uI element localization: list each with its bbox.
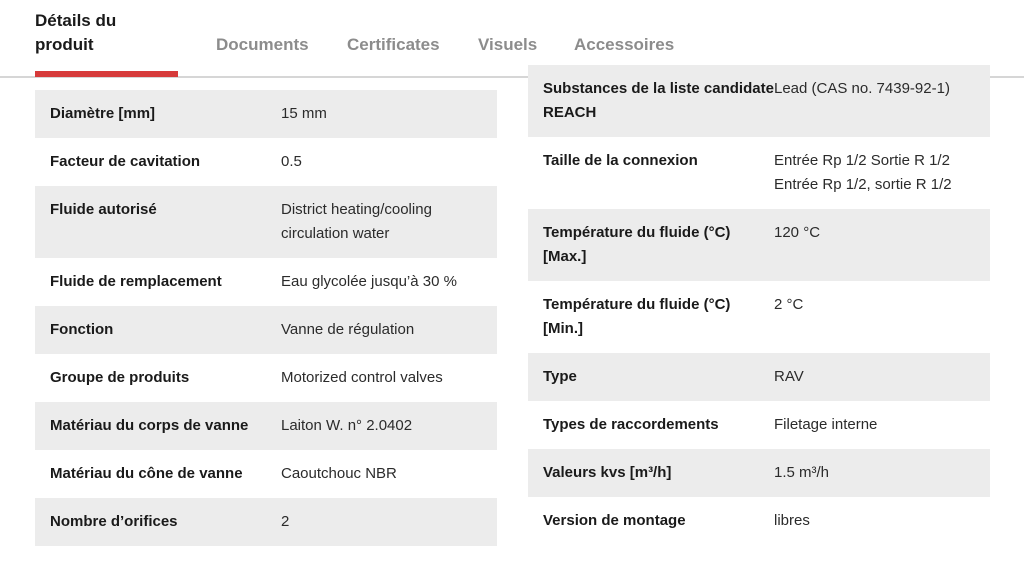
spec-value: 15 mm — [281, 105, 327, 122]
spec-label: Fonction — [50, 321, 114, 338]
spec-value-line: Entrée Rp 1/2, sortie R 1/2 — [774, 176, 952, 193]
spec-row — [35, 258, 497, 306]
spec-table-left — [35, 90, 497, 546]
tab-details[interactable]: Détails du produit — [35, 11, 117, 54]
tab-certificates[interactable]: Certificates — [347, 35, 440, 54]
spec-label: Nombre d’orifices — [50, 513, 178, 530]
spec-label: Matériau du cône de vanne — [50, 465, 243, 482]
spec-label: Température du fluide (°C) [Max.] — [543, 224, 731, 265]
spec-row — [35, 450, 497, 498]
spec-value: 1.5 m³/h — [774, 464, 830, 481]
spec-row — [35, 186, 497, 258]
spec-value: Filetage interne — [774, 416, 878, 433]
spec-value: libres — [774, 512, 810, 529]
spec-row — [35, 138, 497, 186]
spec-value: Motorized control valves — [281, 369, 443, 386]
spec-row — [528, 137, 990, 209]
spec-value-line: Entrée Rp 1/2 Sortie R 1/2 — [774, 152, 950, 169]
spec-row — [528, 449, 990, 497]
spec-value: Caoutchouc NBR — [281, 465, 397, 482]
spec-label: Substances de la liste candidate REACH — [543, 80, 774, 121]
spec-value: Eau glycolée jusqu’à 30 % — [281, 273, 457, 290]
spec-row — [528, 401, 990, 449]
spec-row — [35, 354, 497, 402]
spec-label: Fluide autorisé — [50, 201, 157, 218]
spec-label: Matériau du corps de vanne — [50, 417, 249, 434]
spec-label: Groupe de produits — [50, 369, 190, 386]
spec-label: Types de raccordements — [543, 416, 719, 433]
spec-value: 0.5 — [281, 153, 302, 170]
tab-visuals[interactable]: Visuels — [478, 35, 538, 54]
spec-table-right — [528, 65, 990, 545]
spec-row — [528, 209, 990, 281]
spec-row — [528, 65, 990, 137]
spec-value: 120 °C — [774, 224, 821, 241]
spec-row — [35, 402, 497, 450]
spec-row — [528, 353, 990, 401]
spec-label: Température du fluide (°C) [Min.] — [543, 296, 731, 337]
spec-value: Lead (CAS no. 7439-92-1) — [774, 80, 950, 97]
spec-label: Facteur de cavitation — [50, 153, 201, 170]
spec-label: Type — [543, 368, 577, 385]
spec-value: Laiton W. n° 2.0402 — [281, 417, 413, 434]
spec-row — [35, 498, 497, 546]
spec-value: District heating/cooling circulation water — [281, 201, 432, 242]
tab-documents[interactable]: Documents — [216, 35, 309, 54]
spec-row — [35, 90, 497, 138]
spec-row — [35, 306, 497, 354]
active-tab-indicator — [35, 71, 178, 77]
spec-label: Taille de la connexion — [543, 152, 698, 169]
spec-value: Vanne de régulation — [281, 321, 415, 338]
spec-value: 2 °C — [774, 296, 804, 313]
spec-value — [774, 149, 990, 197]
spec-row — [528, 281, 990, 353]
spec-value: 2 — [281, 513, 290, 530]
spec-value: RAV — [774, 368, 804, 385]
spec-label: Valeurs kvs [m³/h] — [543, 464, 672, 481]
spec-row — [528, 497, 990, 545]
spec-label: Diamètre [mm] — [50, 105, 156, 122]
tab-accessories[interactable]: Accessoires — [574, 35, 675, 54]
spec-label: Fluide de remplacement — [50, 273, 222, 290]
spec-label: Version de montage — [543, 512, 686, 529]
